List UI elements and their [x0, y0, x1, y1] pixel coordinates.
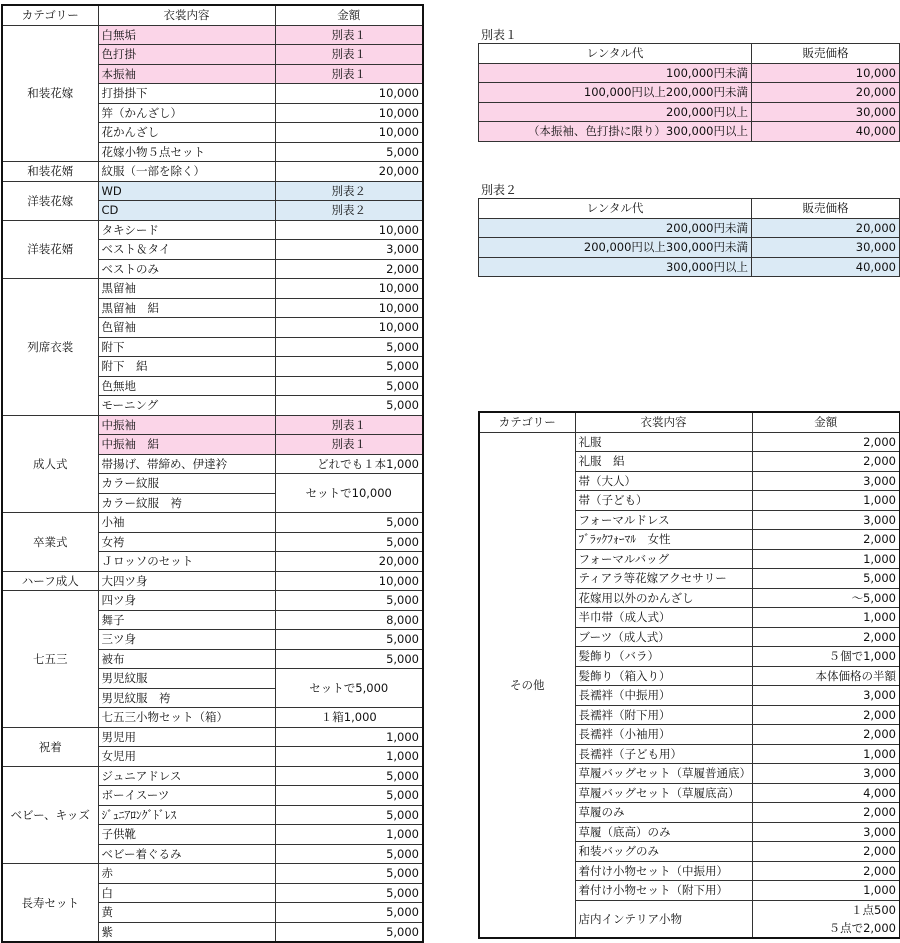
table-row	[2, 727, 423, 747]
table1-title: 別表１	[481, 28, 518, 42]
price-cell: 20,000	[752, 218, 900, 238]
header-row	[2, 5, 423, 25]
price-cell: 5,000	[275, 922, 423, 942]
price-cell: どれでも１本1,000	[275, 454, 423, 474]
price-cell: 別表２	[275, 181, 423, 201]
item-cell: 大四ツ身	[98, 571, 275, 591]
item-cell: 白	[98, 883, 275, 903]
price-cell: 2,000	[752, 861, 900, 881]
item-cell: 和装バッグのみ	[575, 842, 752, 862]
price-cell: 10,000	[752, 63, 900, 83]
item-cell: 帯揚げ、帯締め、伊達衿	[98, 454, 275, 474]
price-cell: 5,000	[275, 396, 423, 416]
column-header: 販売価格	[752, 44, 900, 64]
category-cell: その他	[479, 432, 575, 938]
item-cell: 着付け小物セット（中振用）	[575, 861, 752, 881]
price-cell: 2,000	[752, 803, 900, 823]
price-cell: 2,000	[752, 705, 900, 725]
price-cell: 5,000	[275, 766, 423, 786]
item-cell: 色打掛	[98, 45, 275, 65]
price-cell: 10,000	[275, 220, 423, 240]
rental-table-2	[478, 198, 900, 277]
item-cell: ボーイスーツ	[98, 786, 275, 806]
item-cell: 黒留袖 絽	[98, 298, 275, 318]
price-line: １点500	[851, 902, 896, 917]
price-cell: 5,000	[275, 357, 423, 377]
table-row	[479, 63, 900, 83]
price-cell: 1,000	[752, 549, 900, 569]
price-cell: 別表２	[275, 201, 423, 221]
rental-cell: 200,000円未満	[479, 218, 752, 238]
price-cell: 2,000	[752, 627, 900, 647]
price-cell: 2,000	[752, 725, 900, 745]
item-cell: 花かんざし	[98, 123, 275, 143]
item-cell: 紋服（一部を除く）	[98, 162, 275, 182]
item-cell: 髪飾り（箱入り）	[575, 666, 752, 686]
price-cell: 10,000	[275, 103, 423, 123]
table-row	[2, 279, 423, 299]
item-cell: 帯（子ども）	[575, 491, 752, 511]
category-cell: 長寿セット	[2, 864, 98, 943]
price-cell: 5,000	[275, 649, 423, 669]
item-cell: 店内インテリア小物	[575, 900, 752, 938]
item-cell: 三ツ身	[98, 630, 275, 650]
price-cell: 3,000	[752, 471, 900, 491]
price-cell: 3,000	[752, 822, 900, 842]
price-cell: 1,000	[275, 747, 423, 767]
item-cell: 草履バッグセット（草履普通底）	[575, 764, 752, 784]
category-cell: ハーフ成人	[2, 571, 98, 591]
item-cell: 髪飾り（バラ）	[575, 647, 752, 667]
item-cell: ベスト＆タイ	[98, 240, 275, 260]
item-cell: 長襦袢（附下用）	[575, 705, 752, 725]
price-cell: 10,000	[275, 84, 423, 104]
item-cell: 帯（大人）	[575, 471, 752, 491]
item-cell: フォーマルバッグ	[575, 549, 752, 569]
category-cell: 列席衣裳	[2, 279, 98, 416]
price-cell: 5,000	[275, 786, 423, 806]
item-cell: 長襦袢（子ども用）	[575, 744, 752, 764]
item-cell: 長襦袢（中振用）	[575, 686, 752, 706]
item-cell: 紫	[98, 922, 275, 942]
item-cell: ベストのみ	[98, 259, 275, 279]
price-cell: ５個で1,000	[752, 647, 900, 667]
item-cell: 花嫁小物５点セット	[98, 142, 275, 162]
table-row	[479, 102, 900, 122]
column-header: レンタル代	[479, 44, 752, 64]
price-cell: 20,000	[275, 162, 423, 182]
price-cell: 2,000	[275, 259, 423, 279]
price-cell: 1,000	[275, 727, 423, 747]
price-cell: 2,000	[752, 842, 900, 862]
price-cell: 30,000	[752, 238, 900, 258]
category-cell: 祝着	[2, 727, 98, 766]
item-cell: カラー紋服	[98, 474, 275, 494]
item-cell: 礼服 絽	[575, 452, 752, 472]
item-cell: 草履バッグセット（草履底高）	[575, 783, 752, 803]
item-cell: 着付け小物セット（附下用）	[575, 881, 752, 901]
item-cell: CD	[98, 201, 275, 221]
table-row	[479, 238, 900, 258]
column-header: 衣裳内容	[575, 412, 752, 432]
price-cell: 別表１	[275, 25, 423, 45]
price-cell: 3,000	[752, 686, 900, 706]
price-cell: 1,000	[752, 881, 900, 901]
item-cell: ﾌﾞﾗｯｸﾌｫｰﾏﾙ 女性	[575, 530, 752, 550]
price-cell: 5,000	[752, 569, 900, 589]
price-cell: 8,000	[275, 610, 423, 630]
table-row	[2, 571, 423, 591]
price-cell: 3,000	[752, 764, 900, 784]
price-cell: セットで10,000	[275, 474, 423, 513]
item-cell: 本振袖	[98, 64, 275, 84]
table-row	[2, 513, 423, 533]
price-cell: 別表１	[275, 64, 423, 84]
header-row	[479, 412, 900, 432]
column-header: 衣裳内容	[98, 5, 275, 25]
column-header: カテゴリー	[479, 412, 575, 432]
category-cell: 洋装花婿	[2, 220, 98, 279]
category-cell: ベビー、キッズ	[2, 766, 98, 864]
item-cell: 色留袖	[98, 318, 275, 338]
header-row	[479, 199, 900, 219]
item-cell: 礼服	[575, 432, 752, 452]
item-cell: 色無地	[98, 376, 275, 396]
column-header: 金額	[752, 412, 900, 432]
item-cell: 女袴	[98, 532, 275, 552]
item-cell: 四ツ身	[98, 591, 275, 611]
rental-cell: （本振袖、色打掛に限り）300,000円以上	[479, 122, 752, 142]
price-cell: 別表１	[275, 45, 423, 65]
item-cell: 附下 絽	[98, 357, 275, 377]
price-cell: 10,000	[275, 318, 423, 338]
category-cell: 成人式	[2, 415, 98, 513]
price-cell: 5,000	[275, 376, 423, 396]
item-cell: 子供靴	[98, 825, 275, 845]
category-cell: 七五三	[2, 591, 98, 728]
item-cell: 女児用	[98, 747, 275, 767]
item-cell: ブーツ（成人式）	[575, 627, 752, 647]
price-cell: 5,000	[275, 805, 423, 825]
item-cell: 花嫁用以外のかんざし	[575, 588, 752, 608]
price-cell: 10,000	[275, 123, 423, 143]
item-cell: 白無垢	[98, 25, 275, 45]
price-cell: 5,000	[275, 591, 423, 611]
item-cell: Ｊロッソのセット	[98, 552, 275, 572]
price-cell: 1,000	[275, 825, 423, 845]
price-cell: 10,000	[275, 571, 423, 591]
price-cell: 5,000	[275, 630, 423, 650]
item-cell: 赤	[98, 864, 275, 884]
price-cell: 5,000	[275, 532, 423, 552]
table-row	[2, 766, 423, 786]
item-cell: モーニング	[98, 396, 275, 416]
main-price-table	[1, 4, 424, 943]
table2-title: 別表２	[481, 183, 518, 197]
category-cell: 和装花嫁	[2, 25, 98, 162]
item-cell: ベビー着ぐるみ	[98, 844, 275, 864]
rental-cell: 100,000円以上200,000円未満	[479, 83, 752, 103]
price-cell: 1,000	[752, 491, 900, 511]
item-cell: ティアラ等花嫁アクセサリー	[575, 569, 752, 589]
category-cell: 洋装花嫁	[2, 181, 98, 220]
item-cell: 舞子	[98, 610, 275, 630]
column-header: 金額	[275, 5, 423, 25]
header-row	[479, 44, 900, 64]
table-row	[479, 257, 900, 277]
table-row	[479, 432, 900, 452]
item-cell: 附下	[98, 337, 275, 357]
table-row	[2, 181, 423, 201]
price-cell: 2,000	[752, 452, 900, 472]
price-cell: 20,000	[275, 552, 423, 572]
table-row	[479, 122, 900, 142]
column-header: レンタル代	[479, 199, 752, 219]
price-line: ５点で2,000	[828, 920, 896, 935]
item-cell: 小袖	[98, 513, 275, 533]
price-cell: 10,000	[275, 279, 423, 299]
item-cell: 黄	[98, 903, 275, 923]
category-cell: 卒業式	[2, 513, 98, 572]
price-cell: 5,000	[275, 883, 423, 903]
table-row	[2, 415, 423, 435]
price-cell: 5,000	[275, 513, 423, 533]
table-row	[479, 218, 900, 238]
price-cell: 本体価格の半額	[752, 666, 900, 686]
price-cell: 30,000	[752, 102, 900, 122]
table-row	[2, 162, 423, 182]
item-cell: WD	[98, 181, 275, 201]
rental-cell: 300,000円以上	[479, 257, 752, 277]
rental-cell: 200,000円以上300,000円未満	[479, 238, 752, 258]
item-cell: 七五三小物セット（箱）	[98, 708, 275, 728]
table-row	[479, 83, 900, 103]
price-cell: 5,000	[275, 864, 423, 884]
price-cell: １箱1,000	[275, 708, 423, 728]
item-cell: 長襦袢（小袖用）	[575, 725, 752, 745]
item-cell: 中振袖 絽	[98, 435, 275, 455]
item-cell: 笄（かんざし）	[98, 103, 275, 123]
item-cell: タキシード	[98, 220, 275, 240]
item-cell: 打掛掛下	[98, 84, 275, 104]
item-cell: ｼﾞｭﾆｱﾛﾝｸﾞﾄﾞﾚｽ	[98, 805, 275, 825]
item-cell: 半巾帯（成人式）	[575, 608, 752, 628]
item-cell: 中振袖	[98, 415, 275, 435]
price-cell: 5,000	[275, 337, 423, 357]
price-cell: 1,000	[752, 608, 900, 628]
item-cell: フォーマルドレス	[575, 510, 752, 530]
price-cell: ～5,000	[752, 588, 900, 608]
item-cell: 黒留袖	[98, 279, 275, 299]
price-cell: 2,000	[752, 530, 900, 550]
price-cell: 3,000	[275, 240, 423, 260]
price-cell: 2,000	[752, 432, 900, 452]
price-cell: 10,000	[275, 298, 423, 318]
price-cell: 20,000	[752, 83, 900, 103]
item-cell: 男児紋服	[98, 669, 275, 689]
price-cell: 5,000	[275, 844, 423, 864]
price-cell: 5,000	[275, 142, 423, 162]
rental-table-1	[478, 43, 900, 142]
price-cell: 5,000	[275, 903, 423, 923]
table-row	[2, 864, 423, 884]
price-cell	[752, 900, 900, 938]
item-cell: 被布	[98, 649, 275, 669]
item-cell: 男児紋服 袴	[98, 688, 275, 708]
rental-cell: 200,000円以上	[479, 102, 752, 122]
category-cell: 和装花婿	[2, 162, 98, 182]
item-cell: ジュニアドレス	[98, 766, 275, 786]
price-cell: 3,000	[752, 510, 900, 530]
column-header: カテゴリー	[2, 5, 98, 25]
price-cell: 別表１	[275, 415, 423, 435]
price-cell: 別表１	[275, 435, 423, 455]
price-cell: 40,000	[752, 122, 900, 142]
column-header: 販売価格	[752, 199, 900, 219]
table-row	[2, 25, 423, 45]
item-cell: 男児用	[98, 727, 275, 747]
rental-cell: 100,000円未満	[479, 63, 752, 83]
item-cell: 草履のみ	[575, 803, 752, 823]
price-cell: 4,000	[752, 783, 900, 803]
item-cell: カラー紋服 袴	[98, 493, 275, 513]
table-row	[2, 591, 423, 611]
price-cell: 40,000	[752, 257, 900, 277]
price-cell: セットで5,000	[275, 669, 423, 708]
item-cell: 草履（底高）のみ	[575, 822, 752, 842]
price-cell: 1,000	[752, 744, 900, 764]
other-items-table	[478, 411, 900, 939]
table-row	[2, 220, 423, 240]
